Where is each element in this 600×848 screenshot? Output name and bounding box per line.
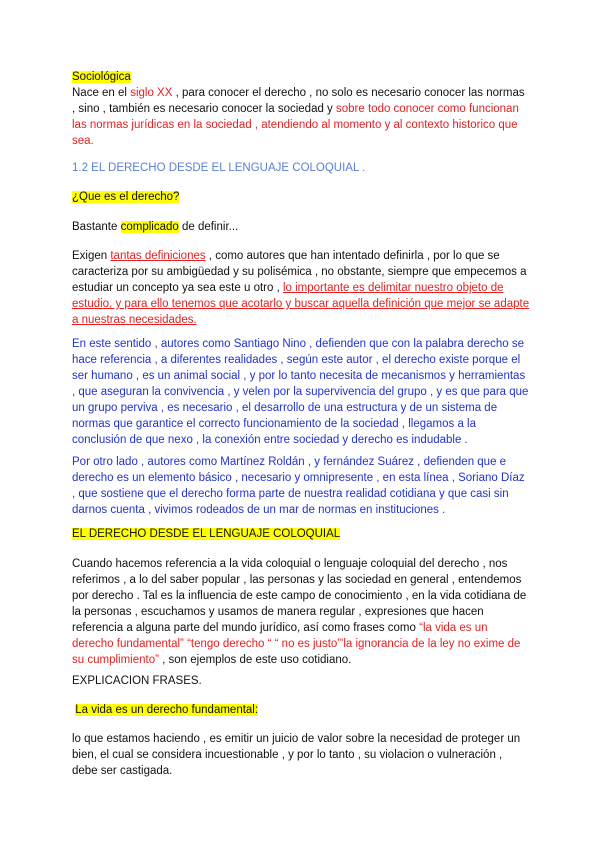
sociologica-text-red-1: siglo XX — [130, 87, 173, 99]
explicacion-title: EXPLICACION FRASES. — [72, 675, 202, 687]
question-heading: ¿Que es el derecho? — [72, 191, 180, 203]
exigen-text-red-2: lo importante es delimitar nuestro objeto de estudio, y para ello tenemos que acotarlo y buscar aquella definición que mejor se adapte a nuestras necesidades. — [72, 282, 530, 326]
answer-highlight: complicado — [120, 221, 179, 233]
phrase-heading: La vida es un derecho fundamental: — [75, 704, 259, 716]
sociologica-heading: Sociológica — [72, 71, 131, 83]
final-paragraph: lo que estamos haciendo , es emitir un juicio de valor sobre la necesidad de proteger un bien, el cual se considera incuestionable , y por lo tanto , su violacion o vulneración , debe ser castigada. — [72, 733, 521, 777]
roldan-paragraph: Por otro lado , autores como Martínez Roldán , y fernández Suárez , defienden que e derecho es un elemento básico , necesario y omnipresente , en esta línea , Soriano Díaz , que sostiene que el derecho forma parte de nuestra realidad cotidiana y que casi sin darnos cuenta , vivimos rodeados de un mar de normas en instituciones . — [72, 456, 525, 516]
answer-text-2: de definir... — [178, 221, 239, 233]
answer-paragraph — [72, 219, 530, 235]
sociologica-text-1: Nace en el — [72, 87, 131, 99]
coloquial-text-2: , son ejemplos de este uso cotidiano. — [158, 654, 352, 666]
exigen-paragraph — [72, 248, 530, 328]
sociologica-section — [72, 69, 530, 149]
nino-paragraph: En este sentido , autores como Santiago Nino , defienden que con la palabra derecho se hace referencia , a diferentes realidades , según este autor , el derecho existe porque el ser humano , es un animal social , y por lo tanto necesita de mecanismos y herramientas , que aseguran la convivencia , y velen por la supervivencia del grupo , y es que para que un grupo perviva , es necesario , el desarrollo de una estructura y de un sistema de normas que garantice el correcto funcionamiento de la sociedad , llegamos a la conclusión de que nexo , la conexión entre sociedad y derecho es indudable . — [72, 338, 529, 446]
coloquial-text-red: “la vida es un derecho fundamental” “tengo derecho “ “ no es justo”'la ignorancia de la ley no exime de su cumplimiento” — [72, 622, 521, 666]
sociologica-text-2: , para conocer el derecho , no solo es necesario conocer las normas , sino , también es necesario conocer la sociedad y — [72, 87, 525, 115]
answer-text-1: Bastante — [72, 221, 121, 233]
coloquial-text-1: Cuando hacemos referencia a la vida coloquial o lenguaje coloquial del derecho , nos referimos , a lo del saber popular , las personas y las sociedad en general , entendemos por derecho . Tal es la influencia de este campo de conocimiento , en la vida cotidiana de la personas , escuchamos y usamos de manera regular , expresiones que hacen referencia a alguna parte del mundo jurídico, así como frases como — [72, 558, 527, 634]
coloquial-paragraph — [72, 556, 530, 668]
exigen-text-red-1: tantas definiciones — [110, 250, 206, 262]
exigen-text-1: Exigen — [72, 250, 111, 262]
sociologica-text-red-2: sobre todo conocer como funcionan las normas jurídicas en la sociedad , atendiendo al momento y al contexto historico que sea. — [72, 103, 519, 147]
sociologica-paragraph — [72, 85, 530, 149]
coloquial-heading: EL DERECHO DESDE EL LENGUAJE COLOQUIAL — [72, 528, 341, 540]
section-title: 1.2 EL DERECHO DESDE EL LENGUAJE COLOQUIAL . — [72, 162, 366, 174]
exigen-text-2: , como autores que han intentado definirla , por lo que se caracteriza por su ambigüedad y su polisémica , no obstante, siempre que empecemos a estudiar un concepto ya sea este u otro , — [72, 250, 527, 294]
